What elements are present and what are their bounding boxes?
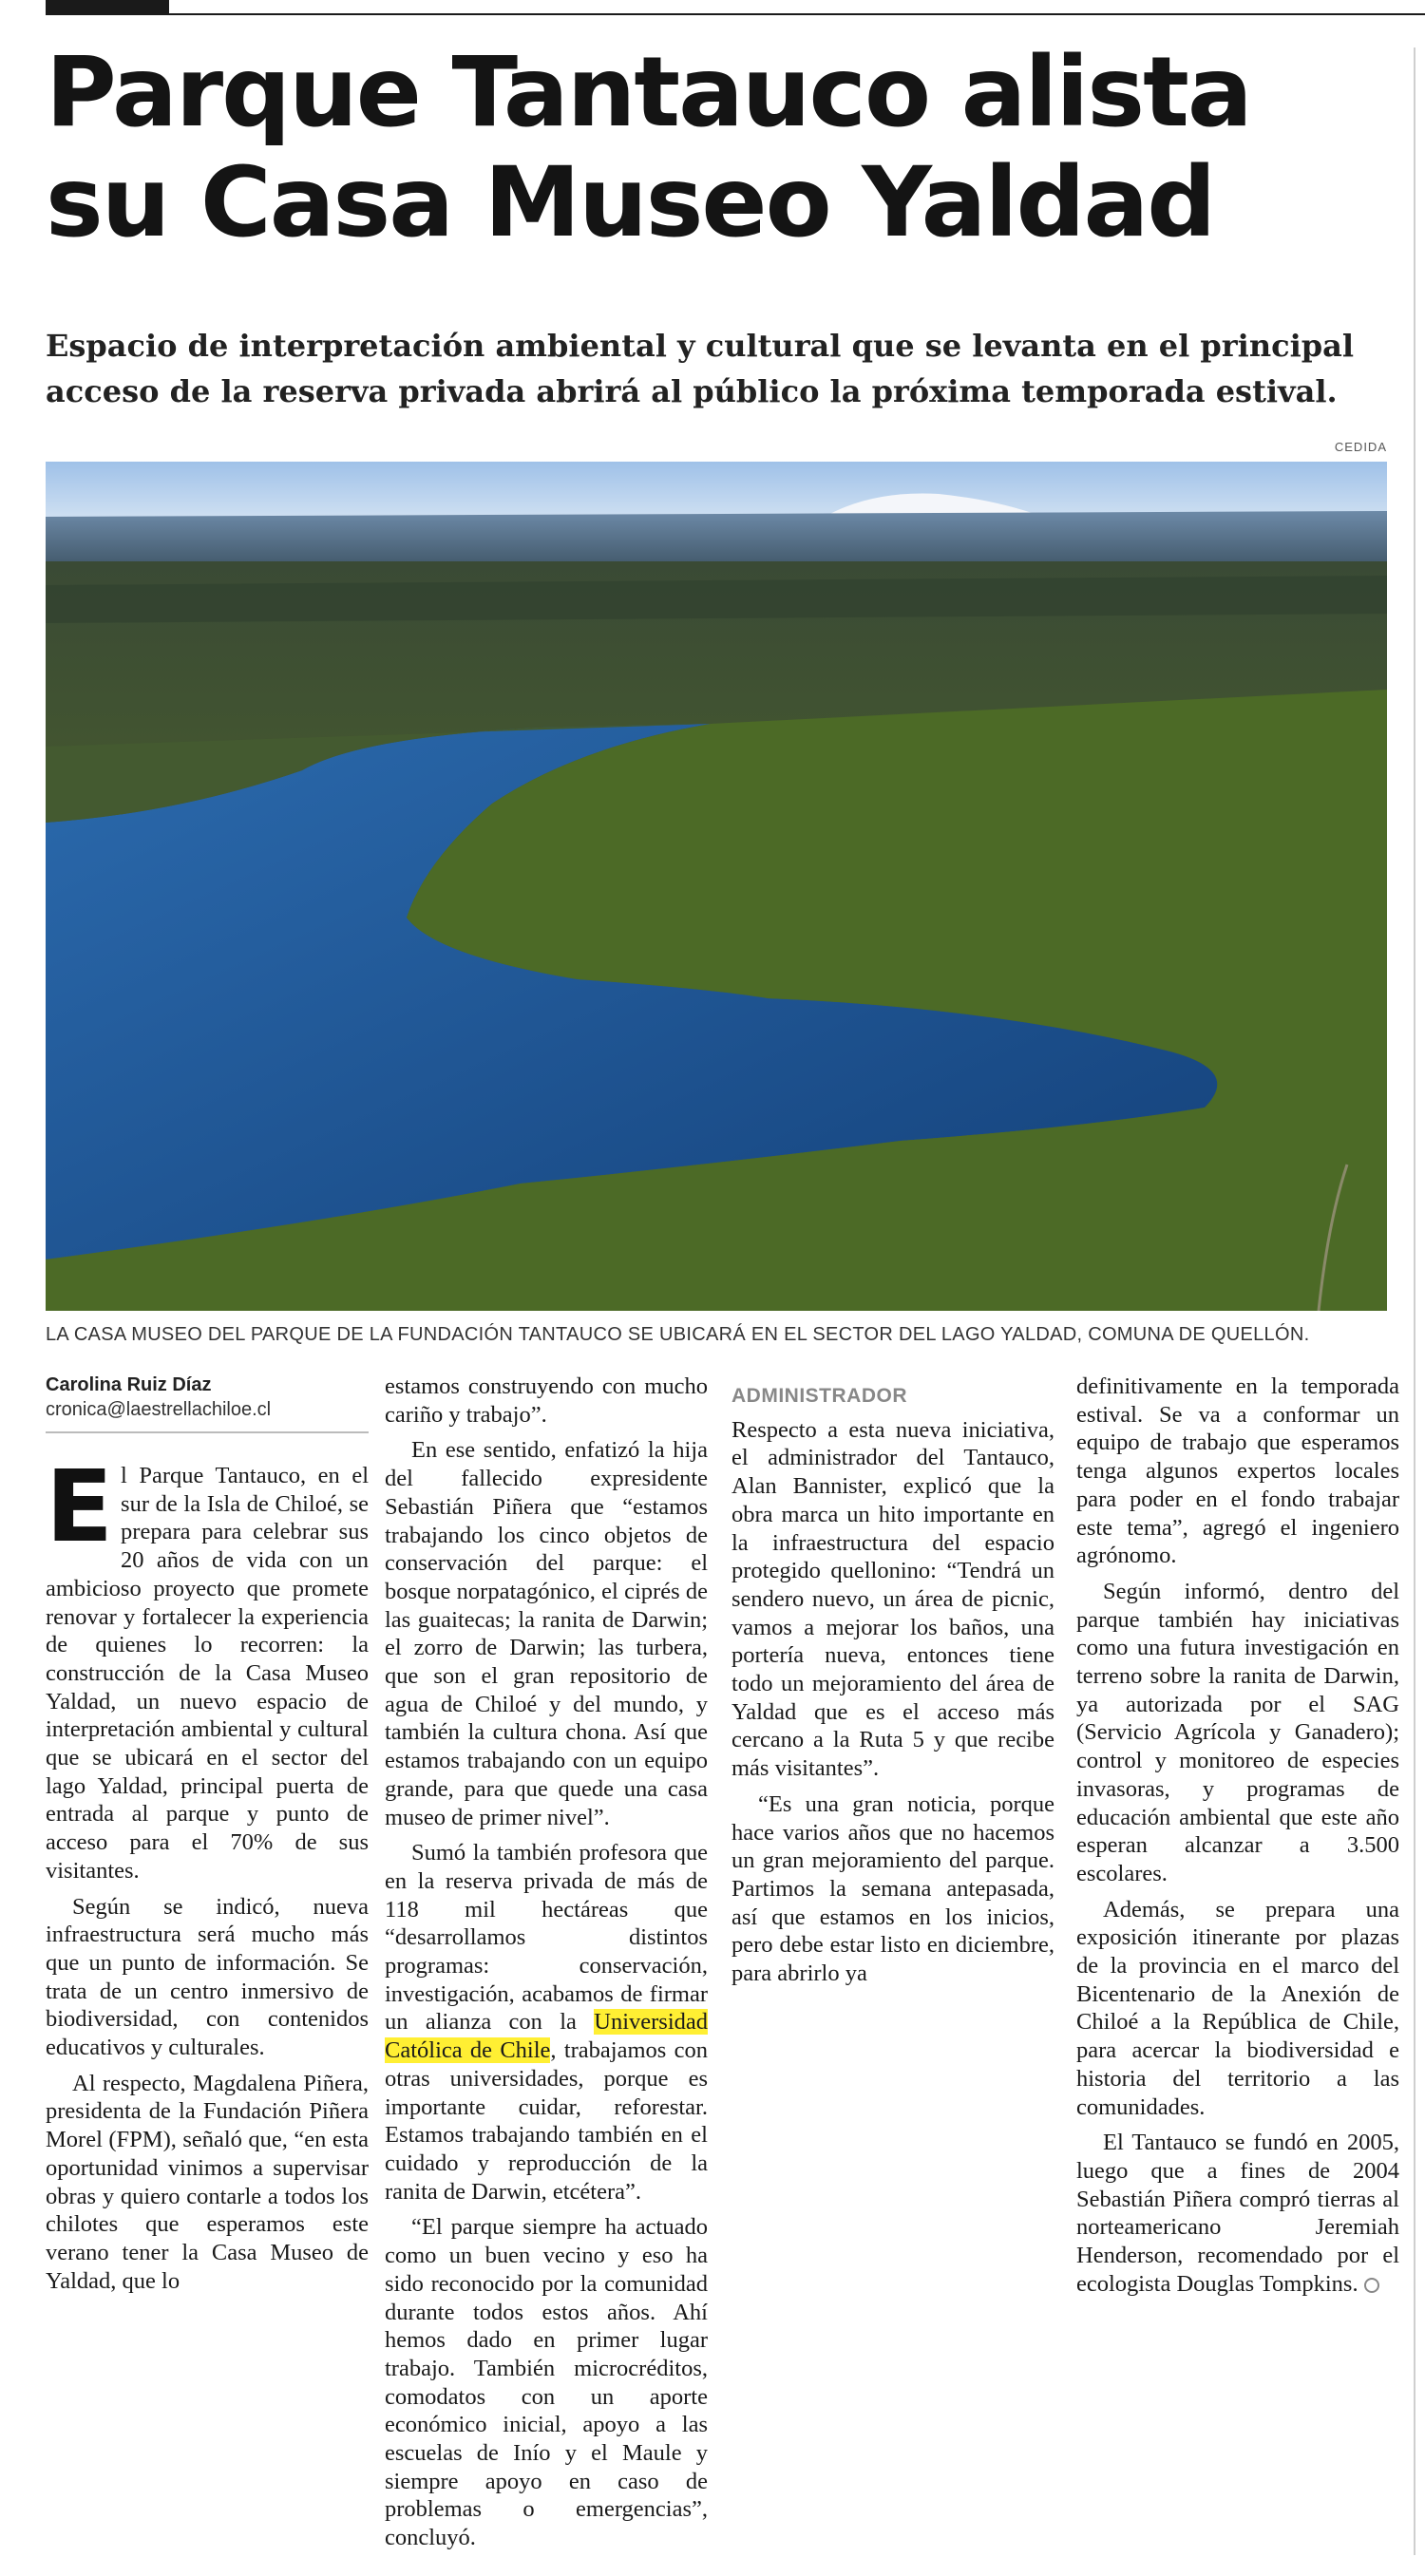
- column-1: [46, 1373, 369, 2302]
- paragraph-13: El Tantauco se fundó en 2005, luego que a fines de 2004 Sebastián Piñera compró tierras al norteamericano Jeremiah Henderson, recomendado por el ecologista Douglas Tompkins.: [1076, 2130, 1399, 2297]
- end-mark-icon: [1364, 2278, 1379, 2293]
- top-rule: [46, 13, 1425, 15]
- photo-credit: CEDIDA: [1334, 440, 1387, 454]
- drop-cap: E: [46, 1449, 114, 1564]
- subhead-administrador: ADMINISTRADOR: [732, 1385, 907, 1407]
- paragraph-1: El Parque Tantauco, en el sur de la Isla de Chiloé, se prepara para celebrar sus 20 años de vida con un ambicioso proyecto que promete renovar y fortalecer la experiencia de quienes lo recorren: la construcción de la Casa Museo Yaldad, un nuevo espacio de interpretación ambiental y cultural que se ubicará en el sector del lago Yaldad, principal puerta de entrada al parque y punto de acceso para el 70% de sus visitantes.: [46, 1449, 369, 1884]
- lake-aerial-photo: [46, 462, 1387, 1311]
- paragraph-10: definitivamente en la temporada estival. Se va a conformar un equipo de trabajo que esperamos tenga algunos expertos locales para poder en el fondo trabajar este tema”, agregó el ingeniero agrónomo.: [1076, 1373, 1399, 1569]
- byline: [46, 1373, 369, 1433]
- paragraph-6: Sumó la también profesora que en la reserva privada de más de 118 mil hectáreas que “desarrollamos distintos programas: conservación, investigación, acabamos de firmar un alianza con la Universidad Católica de Chile, trabajamos con otras universidades, porque es importante cuidar, reforestar. Estamos trabajando también en el cuidado y reproducción de la ranita de Darwin, etcétera”.: [385, 1840, 708, 2205]
- paragraph-3: Al respecto, Magdalena Piñera, presidenta de la Fundación Piñera Morel (FPM), señaló que, “en esta oportunidad vinimos a supervisar obras y quiero contarle a todos los chilotes que esperamos este verano tener la Casa Museo de Yaldad, que lo: [46, 2070, 369, 2294]
- paragraph-4: estamos construyendo con mucho cariño y trabajo”.: [385, 1373, 708, 1428]
- photo-caption: LA CASA MUSEO DEL PARQUE DE LA FUNDACIÓN TANTAUCO SE UBICARÁ EN EL SECTOR DEL LAGO YALDAD, COMUNA DE QUELLÓN.: [46, 1324, 1310, 1345]
- paragraph-12: Además, se prepara una exposición itinerante por plazas de la provincia en el marco del Bicentenario de la Anexión de Chiloé a la República de Chile, para acercar la biodiversidad e historia del territorio a las comunidades.: [1076, 1896, 1399, 2120]
- column-2: [385, 1373, 708, 2560]
- column-4: [1076, 1373, 1399, 2306]
- highlighted-university: Universidad Católica de Chile: [385, 2009, 708, 2064]
- paragraph-7: “El parque siempre ha actuado como un buen vecino y eso ha sido reconocido por la comunidad durante todos estos años. Ahí hemos dado en primer lugar trabajo. También microcréditos, comodatos con un aporte económico inicial, apoyo a las escuelas de Inío y el Maule y siempre apoyo en caso de problemas o emergencias”, concluyó.: [385, 2214, 708, 2551]
- paragraph-5: En ese sentido, enfatizó la hija del fallecido expresidente Sebastián Piñera que “estamos trabajando los cinco objetos de conservación del parque: el bosque norpatagónico, el ciprés de las guaitecas; la ranita de Darwin; el zorro de Darwin; las turbera, que son el gran repositorio de agua de Chiloé y del mundo, y también la cultura chona. Así que estamos trabajando con un equipo grande, para que quede una casa museo de primer nivel”.: [385, 1437, 708, 1830]
- paragraph-11: Según informó, dentro del parque también hay iniciativas como una futura investigación en terreno sobre la ranita de Darwin, ya autorizada por el SAG (Servicio Agrícola y Ganadero); control y monitoreo de especies invasoras, y programas de educación ambiental que este año esperan alcanzar a 3.500 escolares.: [1076, 1578, 1399, 1886]
- dek: Espacio de interpretación ambiental y cultural que se levanta en el principal acceso de la reserva privada abrirá al público la próxima temporada estival.: [46, 328, 1354, 409]
- section-tab: [46, 0, 169, 13]
- right-column-rule: [1414, 47, 1416, 2555]
- paragraph-8: Respecto a esta nueva iniciativa, el administrador del Tantauco, Alan Bannister, explicó que la obra marca un hito importante en la infraestructura del espacio protegido quellonino: “Tendrá un sendero nuevo, un área de picnic, vamos a mejorar los baños, una portería nueva, entonces tiene todo un mejoramiento del área de Yaldad que es el acceso más cercano a la Ruta 5 y que recibe más visitantes”.: [732, 1416, 1054, 1782]
- headline: Parque Tantauco alista su Casa Museo Yaldad: [46, 36, 1251, 259]
- paragraph-2: Según se indicó, nueva infraestructura será mucho más que un punto de información. Se trata de un centro inmersivo de biodiversidad, con contenidos educativos y culturales.: [46, 1893, 369, 2061]
- column-3: [732, 1373, 1054, 1996]
- author-email[interactable]: cronica@laestrellachiloe.cl: [46, 1399, 272, 1420]
- paragraph-9: “Es una gran noticia, porque hace varios años que no hacemos un gran mejoramiento del parque. Partimos la semana antepasada, así que estamos en los inicios, pero debe estar listo en diciembre, para abrirlo ya: [732, 1790, 1054, 1987]
- author-name: Carolina Ruiz Díaz: [46, 1374, 212, 1395]
